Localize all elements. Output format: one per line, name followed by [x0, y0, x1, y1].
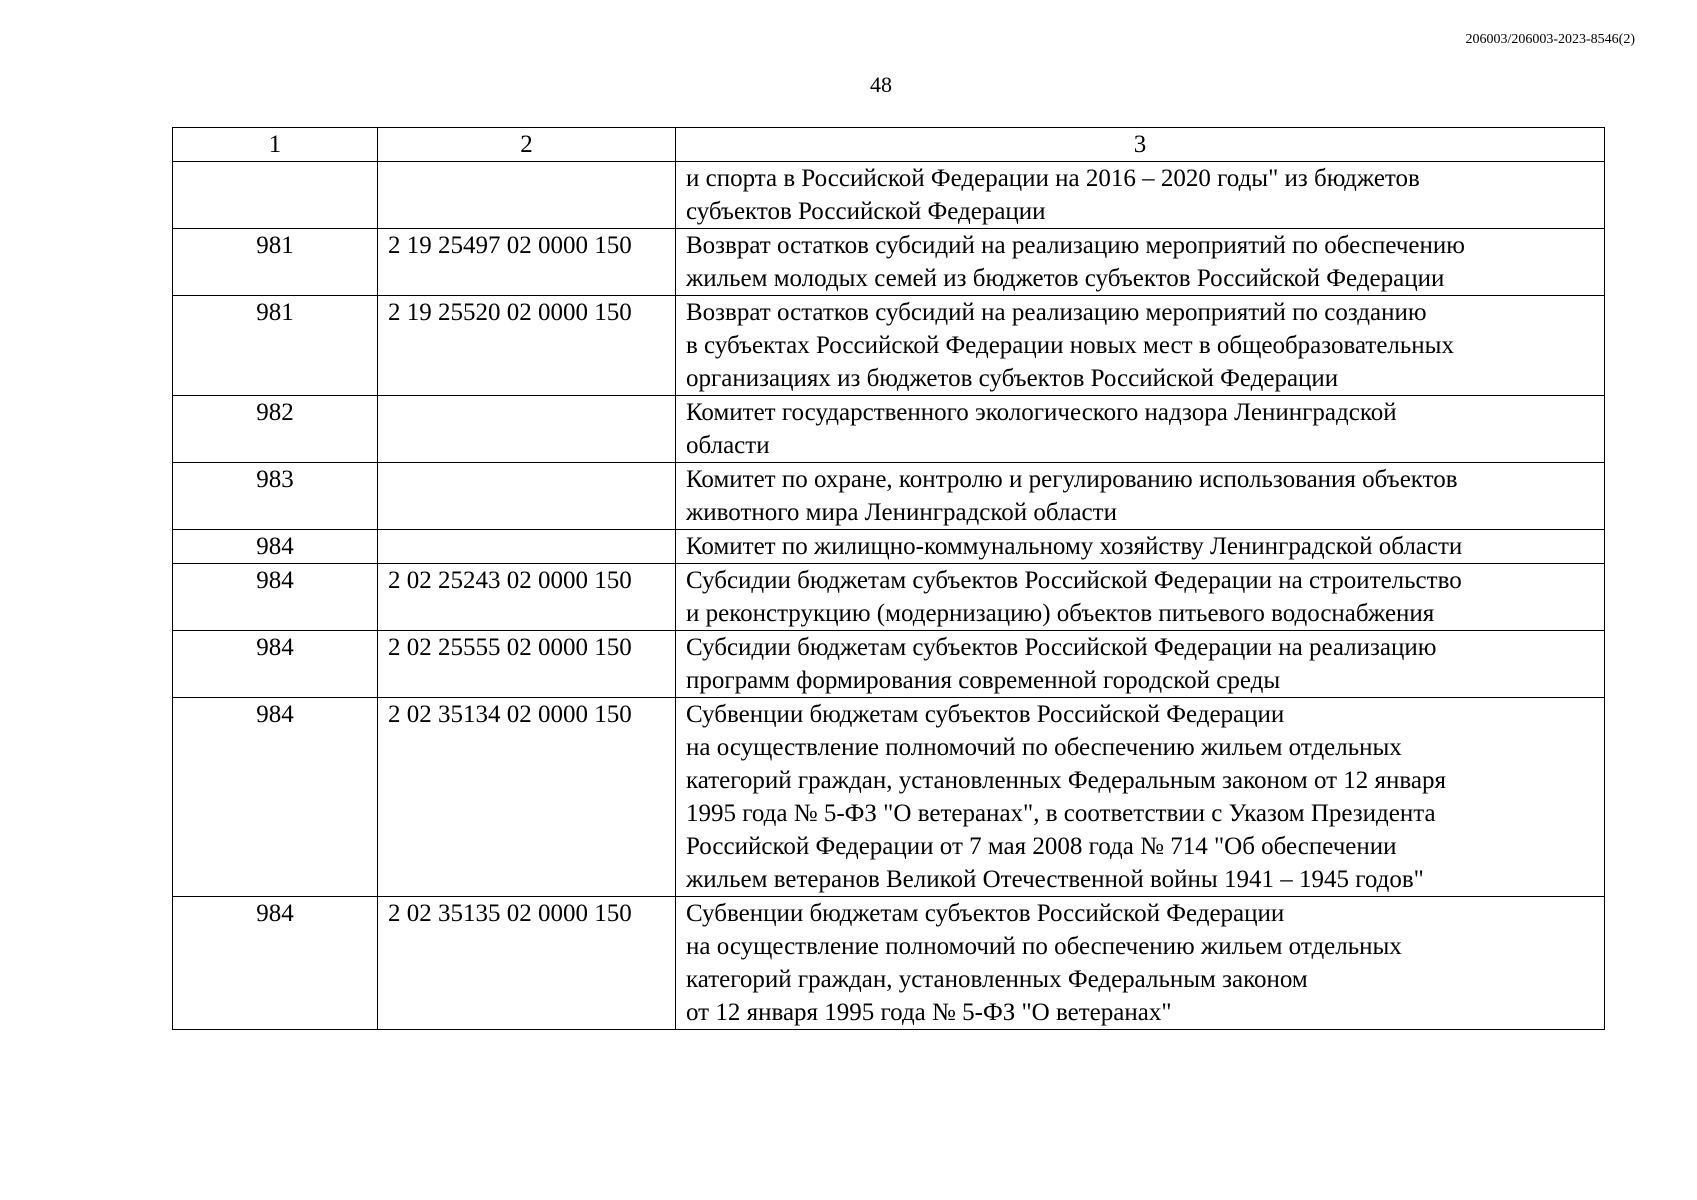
description-line: Субвенции бюджетам субъектов Российской Федерации [686, 701, 1285, 728]
admin-code-cell: 984 [173, 698, 378, 897]
budget-code-cell: 2 19 25520 02 0000 150 [378, 296, 676, 396]
budget-code-cell [378, 396, 676, 463]
column-header-1: 1 [173, 128, 378, 162]
description-line: организациях из бюджетов субъектов Российской Федерации [686, 365, 1339, 392]
budget-code-cell: 2 02 25243 02 0000 150 [378, 564, 676, 631]
description-line: Комитет по охране, контролю и регулированию использования объектов [686, 466, 1458, 493]
table-row [173, 631, 1605, 698]
description-cell [676, 631, 1605, 698]
budget-code-cell: 2 02 35134 02 0000 150 [378, 698, 676, 897]
description-line: от 12 января 1995 года № 5-ФЗ "О ветеранах" [686, 999, 1172, 1026]
table-row [173, 530, 1605, 564]
description-cell [676, 229, 1605, 296]
table-row [173, 296, 1605, 396]
admin-code-cell [173, 162, 378, 229]
admin-code-cell: 984 [173, 631, 378, 698]
description-line: Субсидии бюджетам субъектов Российской Федерации на реализацию [686, 634, 1437, 661]
admin-code-cell: 984 [173, 530, 378, 564]
description-line: на осуществление полномочий по обеспечению жильем отдельных [686, 933, 1402, 960]
budget-code-cell: 2 19 25497 02 0000 150 [378, 229, 676, 296]
description-line: субъектов Российской Федерации [686, 198, 1046, 225]
table-row [173, 229, 1605, 296]
table-body [173, 162, 1605, 1030]
table-row [173, 463, 1605, 530]
description-cell [676, 296, 1605, 396]
budget-code-cell [378, 463, 676, 530]
admin-code-cell: 984 [173, 897, 378, 1030]
column-header-3: 3 [676, 128, 1605, 162]
page-number: 48 [870, 72, 892, 97]
document-id: 206003/206003-2023-8546(2) [1465, 32, 1635, 47]
admin-code-cell: 981 [173, 296, 378, 396]
description-line: Возврат остатков субсидий на реализацию мероприятий по обеспечению [686, 232, 1465, 259]
description-cell [676, 564, 1605, 631]
budget-codes-table [172, 127, 1605, 1030]
table-row [173, 396, 1605, 463]
admin-code-cell: 983 [173, 463, 378, 530]
description-cell [676, 463, 1605, 530]
description-cell [676, 162, 1605, 229]
budget-code-cell: 2 02 35135 02 0000 150 [378, 897, 676, 1030]
description-line: животного мира Ленинградской области [686, 499, 1117, 526]
column-header-2: 2 [378, 128, 676, 162]
description-line: программ формирования современной городской среды [686, 667, 1281, 694]
description-line: области [686, 432, 770, 459]
table-row [173, 564, 1605, 631]
description-cell [676, 396, 1605, 463]
table-row [173, 162, 1605, 229]
description-cell [676, 897, 1605, 1030]
description-line: Возврат остатков субсидий на реализацию мероприятий по созданию [686, 299, 1427, 326]
description-line: 1995 года № 5-ФЗ "О ветеранах", в соответствии с Указом Президента [686, 800, 1436, 827]
description-line: Российской Федерации от 7 мая 2008 года № 714 "Об обеспечении [686, 833, 1397, 860]
description-cell [676, 698, 1605, 897]
budget-code-cell [378, 162, 676, 229]
admin-code-cell: 981 [173, 229, 378, 296]
description-line: Комитет по жилищно-коммунальному хозяйству Ленинградской области [686, 533, 1463, 560]
admin-code-cell: 982 [173, 396, 378, 463]
description-cell [676, 530, 1605, 564]
description-line: Комитет государственного экологического надзора Ленинградской [686, 399, 1397, 426]
description-line: Субвенции бюджетам субъектов Российской Федерации [686, 900, 1285, 927]
admin-code-cell: 984 [173, 564, 378, 631]
table-row [173, 698, 1605, 897]
table-header-row [173, 128, 1605, 162]
description-line: в субъектах Российской Федерации новых мест в общеобразовательных [686, 332, 1454, 359]
table-row [173, 897, 1605, 1030]
description-line: жильем молодых семей из бюджетов субъектов Российской Федерации [686, 265, 1445, 292]
description-line: категорий граждан, установленных Федеральным законом [686, 966, 1308, 993]
description-line: и спорта в Российской Федерации на 2016 – 2020 годы" из бюджетов [686, 165, 1420, 192]
description-line: и реконструкцию (модернизацию) объектов питьевого водоснабжения [686, 600, 1435, 627]
description-line: на осуществление полномочий по обеспечению жильем отдельных [686, 734, 1402, 761]
description-line: категорий граждан, установленных Федеральным законом от 12 января [686, 767, 1446, 794]
budget-code-cell [378, 530, 676, 564]
budget-code-cell: 2 02 25555 02 0000 150 [378, 631, 676, 698]
description-line: Субсидии бюджетам субъектов Российской Федерации на строительство [686, 567, 1462, 594]
description-line: жильем ветеранов Великой Отечественной войны 1941 – 1945 годов" [686, 866, 1424, 893]
